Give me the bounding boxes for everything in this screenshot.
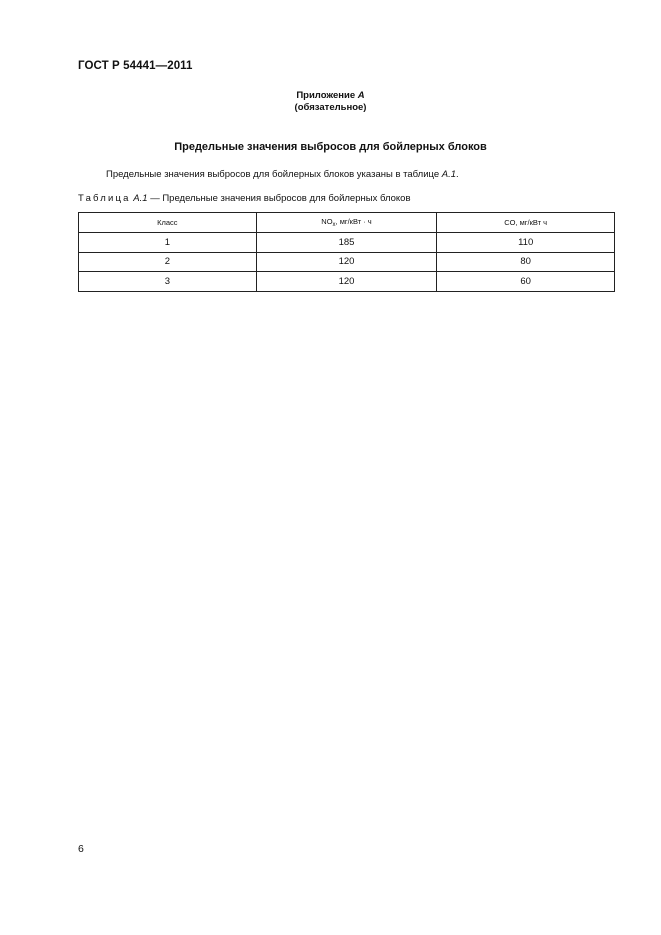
header-co: CO, мг/кВт ч: [437, 213, 615, 233]
emissions-table: [78, 212, 615, 292]
table-row: [79, 272, 615, 292]
paragraph-end: .: [456, 169, 459, 180]
annex-letter: А: [357, 90, 365, 101]
header-nox-sub: x: [332, 222, 336, 228]
cell-co: 110: [437, 233, 615, 253]
cell-nox: 185: [256, 233, 437, 253]
header-nox-prefix: NO: [321, 217, 333, 226]
cell-nox: 120: [256, 272, 437, 292]
table-caption-text: — Предельные значения выбросов для бойлерных блоков: [147, 193, 411, 204]
table-header-row: [79, 213, 615, 233]
paragraph-table-ref: А.1: [441, 169, 457, 180]
annex-word: Приложение: [296, 90, 356, 101]
cell-co: 80: [437, 252, 615, 272]
paragraph-text: Предельные значения выбросов для бойлерных блоков указаны в таблице: [106, 169, 442, 180]
annex-title-line: [0, 90, 661, 102]
table-row: [79, 233, 615, 253]
table-caption: [78, 193, 411, 204]
cell-class: 1: [79, 233, 257, 253]
cell-nox: 120: [256, 252, 437, 272]
cell-class: 3: [79, 272, 257, 292]
header-nox: [256, 213, 437, 233]
body-paragraph: [106, 169, 459, 180]
standard-code: ГОСТ Р 54441—2011: [78, 60, 193, 72]
cell-co: 60: [437, 272, 615, 292]
table-caption-number: А.1: [133, 193, 148, 204]
table-caption-label: Таблица: [78, 193, 131, 204]
annex-status: (обязательное): [294, 102, 367, 113]
header-class: Класс: [79, 213, 257, 233]
cell-class: 2: [79, 252, 257, 272]
annex-header: [0, 90, 661, 114]
page-number: 6: [78, 843, 84, 855]
annex-heading: Предельные значения выбросов для бойлерных блоков: [174, 141, 487, 153]
table-row: [79, 252, 615, 272]
header-nox-suffix: , мг/кВт · ч: [335, 217, 372, 226]
